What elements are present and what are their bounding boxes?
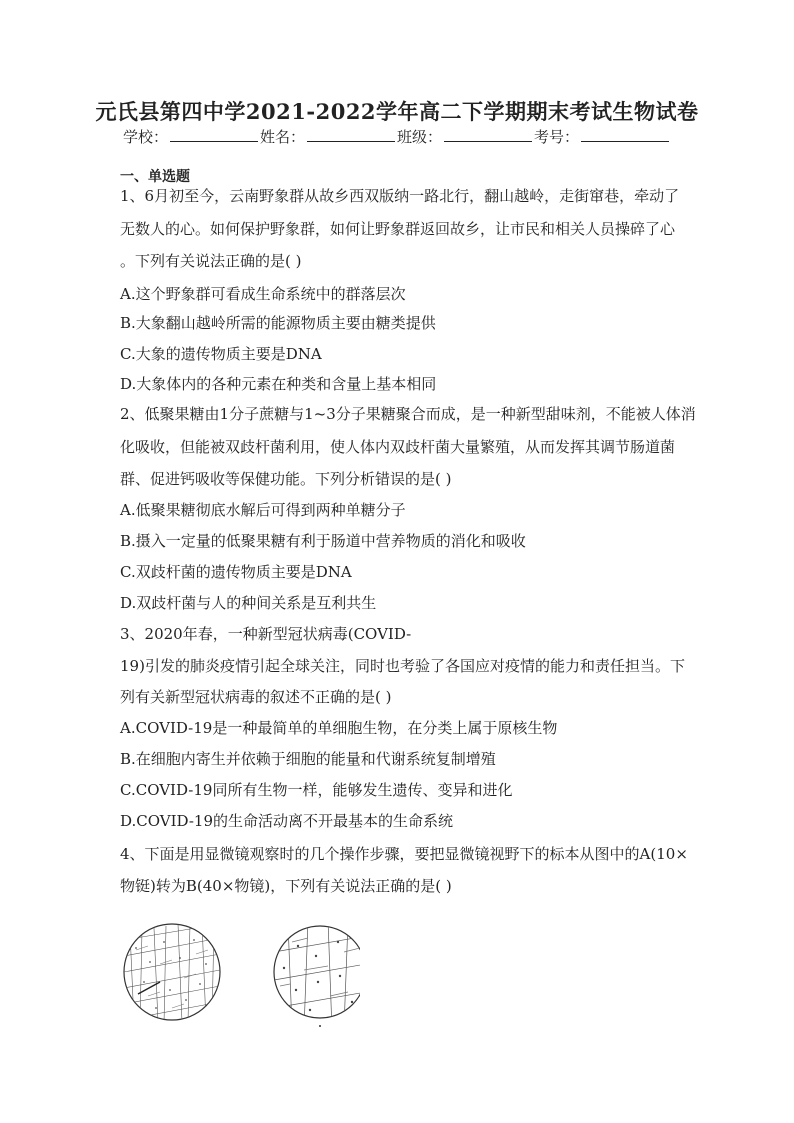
question-1-line-1: 1、6月初至今，云南野象群从故乡西双版纳一路北行，翻山越岭，走街窜巷，牵动了	[120, 187, 680, 205]
question-1-line-3: 。下列有关说法正确的是( )	[120, 252, 302, 270]
section-heading: 一、单选题	[120, 169, 190, 185]
question-2-line-1: 2、低聚果糖由1分子蔗糖与1~3分子果糖聚合而成，是一种新型甜味剂，不能被人体消	[120, 405, 696, 423]
question-2-option-a: A.低聚果糖彻底水解后可得到两种单糖分子	[120, 501, 406, 519]
question-2-line-3: 群、促进钙吸收等保健功能。下列分析错误的是( )	[120, 470, 452, 488]
question-3-line-2: 19)引发的肺炎疫情引起全球关注，同时也考验了各国应对疫情的能力和责任担当。下	[120, 657, 685, 675]
question-4-line-1: 4、下面是用显微镜观察时的几个操作步骤，要把显微镜视野下的标本从图中的A(10×	[120, 845, 688, 863]
question-3-option-a: A.COVID-19是一种最简单的单细胞生物，在分类上属于原核生物	[120, 719, 558, 737]
name-field[interactable]	[307, 127, 395, 142]
class-field[interactable]	[444, 127, 532, 142]
number-field[interactable]	[581, 127, 669, 142]
school-label: 学校：	[122, 128, 168, 146]
question-3-option-c: C.COVID-19同所有生物一样，能够发生遗传、变异和进化	[120, 781, 513, 799]
question-3-line-1: 3、2020年春，一种新型冠状病毒(COVID-	[120, 625, 412, 643]
class-label: 班级：	[397, 128, 443, 146]
field-of-view-a	[124, 922, 220, 1032]
question-4-line-2: 物铤)转为B(40×物镜)，下列有关说法正确的是( )	[120, 877, 452, 895]
question-1-option-b: B.大象翻山越岭所需的能源物质主要由糖类提供	[120, 314, 436, 332]
question-3-line-3: 列有关新型冠状病毒的叙述不正确的是( )	[120, 688, 392, 706]
question-2-line-2: 化吸收，但能被双歧杆菌利用，使人体内双歧杆菌大量繁殖，从而发挥其调节肠道菌	[120, 438, 676, 456]
microscope-figure	[120, 912, 360, 1032]
field-of-view-b	[274, 920, 360, 1030]
question-1-option-a: A.这个野象群可看成生命系统中的群落层次	[120, 285, 406, 303]
question-2-option-c: C.双歧杆菌的遗传物质主要是DNA	[120, 563, 352, 581]
question-2-option-d: D.双歧杆菌与人的种间关系是互利共生	[120, 594, 377, 612]
name-label: 姓名：	[259, 128, 305, 146]
question-1-option-c: C.大象的遗传物质主要是DNA	[120, 345, 322, 363]
question-2-option-b: B.摄入一定量的低聚果糖有利于肠道中营养物质的消化和吸收	[120, 532, 526, 550]
question-1-option-d: D.大象体内的各种元素在种类和含量上基本相同	[120, 375, 437, 393]
student-info-row	[0, 126, 794, 147]
page-title: 元氏县第四中学2021-2022学年高二下学期期末考试生物试卷	[95, 99, 699, 124]
question-3-option-b: B.在细胞内寄生并依赖于细胞的能量和代谢系统复制增殖	[120, 750, 496, 768]
question-3-option-d: D.COVID-19的生命活动离不开最基本的生命系统	[120, 812, 453, 830]
question-1-line-2: 无数人的心。如何保护野象群，如何让野象群返回故乡，让市民和相关人员操碎了心	[120, 220, 676, 238]
school-field[interactable]	[170, 127, 258, 142]
number-label: 考号：	[534, 128, 580, 146]
